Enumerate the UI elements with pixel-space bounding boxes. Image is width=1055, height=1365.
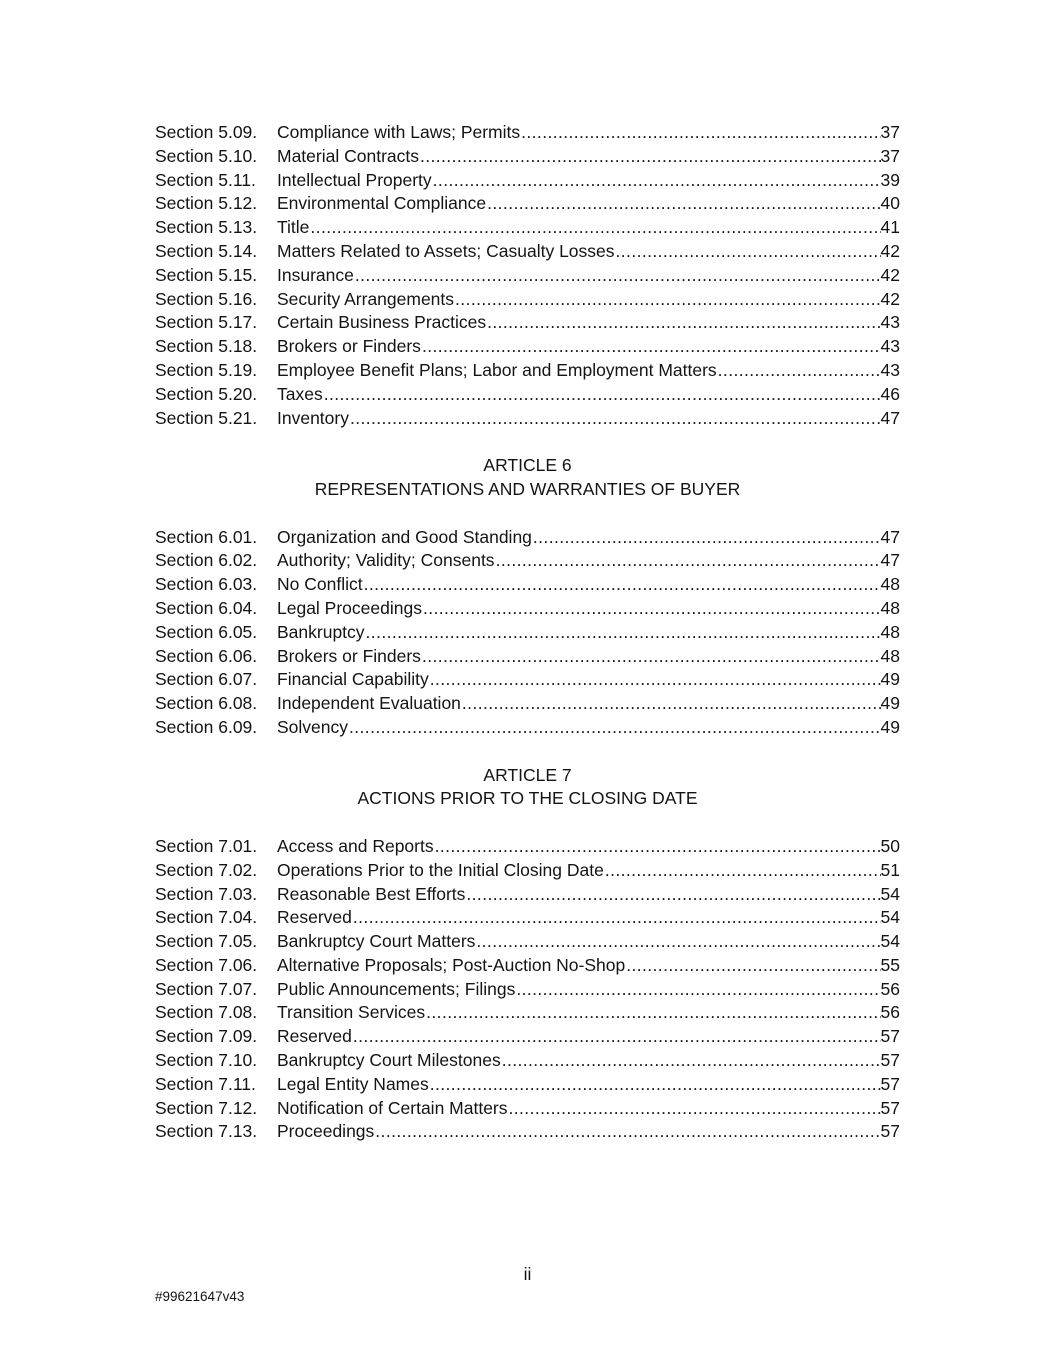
toc-entry (155, 1001, 900, 1025)
section-title: Notification of Certain Matters (277, 1097, 508, 1118)
toc-entry (155, 192, 900, 216)
dot-leader (352, 906, 881, 930)
dot-leader (429, 1073, 881, 1097)
page-ref: 48 (880, 597, 900, 618)
toc-entry (155, 906, 900, 930)
toc-group (155, 764, 900, 1145)
toc-entry (155, 359, 900, 383)
section-number: Section 7.11. (155, 1073, 256, 1094)
toc-entry (155, 954, 900, 978)
dot-leader (486, 311, 880, 335)
toc-entry (155, 549, 900, 573)
section-title: Employee Benefit Plans; Labor and Employment Matters (277, 359, 717, 380)
page-number: ii (523, 1264, 532, 1284)
section-number: Section 6.02. (155, 550, 258, 571)
dot-leader (421, 335, 881, 359)
dot-leader (434, 835, 881, 859)
section-number: Section 7.05. (155, 931, 258, 952)
section-title: Operations Prior to the Initial Closing Date (277, 859, 604, 880)
page-ref: 39 (880, 169, 900, 190)
section-title: Legal Entity Names (277, 1073, 429, 1094)
page-ref: 40 (880, 193, 900, 214)
toc-entry (155, 978, 900, 1002)
section-number: Section 5.10. (155, 145, 258, 166)
dot-leader (365, 621, 881, 645)
section-number: Section 5.21. (155, 407, 258, 428)
page-ref: 54 (880, 931, 900, 952)
page-ref: 51 (880, 859, 900, 880)
toc-entry (155, 216, 900, 240)
section-number: Section 5.14. (155, 240, 258, 261)
section-title: Taxes (277, 383, 323, 404)
toc-entry (155, 1097, 900, 1121)
page-ref: 56 (880, 978, 900, 999)
toc-entry (155, 573, 900, 597)
page-ref: 41 (880, 217, 900, 238)
toc-entry (155, 621, 900, 645)
section-title: Brokers or Finders (277, 336, 421, 357)
section-title: Reasonable Best Efforts (277, 883, 466, 904)
page-ref: 55 (880, 954, 900, 975)
dot-leader (323, 383, 881, 407)
section-number: Section 6.03. (155, 574, 258, 595)
page-ref: 42 (880, 288, 900, 309)
article-title: REPRESENTATIONS AND WARRANTIES OF BUYER (314, 478, 741, 499)
section-title: Solvency (277, 716, 349, 737)
dot-leader (465, 883, 880, 907)
dot-leader (717, 359, 881, 383)
section-title: Intellectual Property (277, 169, 432, 190)
section-number: Section 6.09. (155, 716, 258, 737)
toc-entry (155, 264, 900, 288)
page-ref: 42 (880, 240, 900, 261)
article-number: ARTICLE 6 (483, 455, 572, 476)
section-number: Section 7.01. (155, 835, 258, 856)
article-number: ARTICLE 7 (483, 764, 572, 785)
toc-entry (155, 930, 900, 954)
page-ref: 56 (880, 1002, 900, 1023)
dot-leader (349, 407, 881, 431)
dot-leader (475, 930, 880, 954)
page-ref: 43 (880, 336, 900, 357)
dot-leader (419, 145, 881, 169)
dot-leader (495, 549, 881, 573)
section-number: Section 6.08. (155, 693, 258, 714)
section-number: Section 7.04. (155, 907, 258, 928)
dot-leader (501, 1049, 881, 1073)
dot-leader (421, 645, 881, 669)
toc-entry (155, 1049, 900, 1073)
toc-entry (155, 692, 900, 716)
toc-entry (155, 169, 900, 193)
section-title: Transition Services (277, 1002, 426, 1023)
document-id-stamp: #99621647v43 (155, 1289, 245, 1304)
toc-entry (155, 335, 900, 359)
toc-entry (155, 645, 900, 669)
section-title: Certain Business Practices (277, 312, 487, 333)
page-ref: 57 (880, 1050, 900, 1071)
dot-leader (348, 716, 881, 740)
section-title: Independent Evaluation (277, 693, 461, 714)
section-title: Insurance (277, 264, 354, 285)
section-title: Title (277, 217, 310, 238)
page-ref: 48 (880, 621, 900, 642)
section-title: Bankruptcy Court Matters (277, 931, 476, 952)
toc-entry (155, 407, 900, 431)
dot-leader (486, 192, 880, 216)
section-title: Financial Capability (277, 669, 429, 690)
section-number: Section 7.03. (155, 883, 258, 904)
article-heading (155, 454, 900, 502)
page-ref: 57 (880, 1097, 900, 1118)
toc-entry (155, 240, 900, 264)
section-title: Brokers or Finders (277, 645, 421, 666)
page-ref: 37 (880, 122, 900, 142)
section-title: Reserved (277, 1026, 352, 1047)
toc-entry (155, 288, 900, 312)
dot-leader (532, 526, 881, 550)
dot-leader (625, 954, 880, 978)
toc-entry (155, 1120, 900, 1144)
section-number: Section 5.16. (155, 288, 258, 309)
section-number: Section 6.05. (155, 621, 258, 642)
section-title: Compliance with Laws; Permits (277, 122, 521, 142)
dot-leader (363, 573, 881, 597)
section-number: Section 5.11. (155, 169, 256, 190)
toc-entry (155, 883, 900, 907)
section-title: Inventory (277, 407, 349, 428)
page-ref: 47 (880, 550, 900, 571)
section-title: Security Arrangements (277, 288, 455, 309)
toc-entry (155, 1025, 900, 1049)
page-ref: 57 (880, 1073, 900, 1094)
section-title: Material Contracts (277, 145, 419, 166)
section-number: Section 6.06. (155, 645, 258, 666)
page-ref: 42 (880, 264, 900, 285)
section-title: Legal Proceedings (277, 597, 422, 618)
dot-leader (515, 978, 880, 1002)
dot-leader (352, 1025, 881, 1049)
dot-leader (454, 288, 881, 312)
page-ref: 57 (880, 1121, 900, 1142)
toc-entry (155, 121, 900, 145)
section-number: Section 7.06. (155, 954, 258, 975)
toc-entry (155, 597, 900, 621)
section-number: Section 6.04. (155, 597, 258, 618)
page-ref: 43 (880, 312, 900, 333)
section-number: Section 5.20. (155, 383, 258, 404)
section-title: Access and Reports (277, 835, 434, 856)
dot-leader (429, 668, 881, 692)
toc-entry (155, 668, 900, 692)
dot-leader (309, 216, 880, 240)
toc-group (155, 121, 900, 430)
dot-leader (354, 264, 881, 288)
section-title: Matters Related to Assets; Casualty Losses (277, 240, 615, 261)
page-ref: 49 (880, 716, 900, 737)
section-number: Section 5.09. (155, 122, 258, 142)
section-number: Section 7.12. (155, 1097, 258, 1118)
page-ref: 43 (880, 359, 900, 380)
section-number: Section 7.08. (155, 1002, 258, 1023)
toc-entry (155, 311, 900, 335)
section-number: Section 7.09. (155, 1026, 258, 1047)
page-ref: 49 (880, 693, 900, 714)
article-title: ACTIONS PRIOR TO THE CLOSING DATE (357, 788, 698, 809)
section-title: Alternative Proposals; Post-Auction No-Shop (277, 954, 626, 975)
page-ref: 46 (880, 383, 900, 404)
section-number: Section 7.10. (155, 1050, 258, 1071)
page-ref: 47 (880, 526, 900, 547)
toc-entry (155, 145, 900, 169)
table-of-contents (155, 0, 900, 1144)
dot-leader (422, 597, 881, 621)
toc-entry (155, 526, 900, 550)
section-number: Section 7.07. (155, 978, 258, 999)
page-ref: 49 (880, 669, 900, 690)
dot-leader (508, 1097, 881, 1121)
article-heading (155, 764, 900, 812)
section-number: Section 5.19. (155, 359, 258, 380)
section-number: Section 5.18. (155, 336, 258, 357)
section-number: Section 6.01. (155, 526, 258, 547)
section-title: Environmental Compliance (277, 193, 487, 214)
toc-entry (155, 383, 900, 407)
dot-leader (604, 859, 881, 883)
section-number: Section 7.02. (155, 859, 258, 880)
section-title: No Conflict (277, 574, 363, 595)
toc-entry (155, 835, 900, 859)
page-ref: 50 (880, 835, 900, 856)
dot-leader (615, 240, 881, 264)
section-number: Section 6.07. (155, 669, 258, 690)
toc-entry (155, 859, 900, 883)
dot-leader (425, 1001, 880, 1025)
section-number: Section 5.12. (155, 193, 258, 214)
page-ref: 48 (880, 574, 900, 595)
toc-group (155, 454, 900, 740)
dot-leader (461, 692, 881, 716)
section-title: Authority; Validity; Consents (277, 550, 495, 571)
dot-leader (374, 1120, 880, 1144)
section-number: Section 7.13. (155, 1121, 258, 1142)
dot-leader (520, 121, 880, 145)
section-title: Bankruptcy Court Milestones (277, 1050, 501, 1071)
page-ref: 54 (880, 883, 900, 904)
page-ref: 54 (880, 907, 900, 928)
toc-entry (155, 1073, 900, 1097)
section-title: Proceedings (277, 1121, 375, 1142)
page-ref: 57 (880, 1026, 900, 1047)
page-ref: 47 (880, 407, 900, 428)
page-ref: 48 (880, 645, 900, 666)
section-title: Bankruptcy (277, 621, 365, 642)
section-title: Public Announcements; Filings (277, 978, 516, 999)
section-number: Section 5.15. (155, 264, 258, 285)
section-title: Organization and Good Standing (277, 526, 532, 547)
section-title: Reserved (277, 907, 352, 928)
dot-leader (432, 169, 881, 193)
section-number: Section 5.17. (155, 312, 258, 333)
section-number: Section 5.13. (155, 217, 258, 238)
page-ref: 37 (880, 145, 900, 166)
toc-entry (155, 716, 900, 740)
